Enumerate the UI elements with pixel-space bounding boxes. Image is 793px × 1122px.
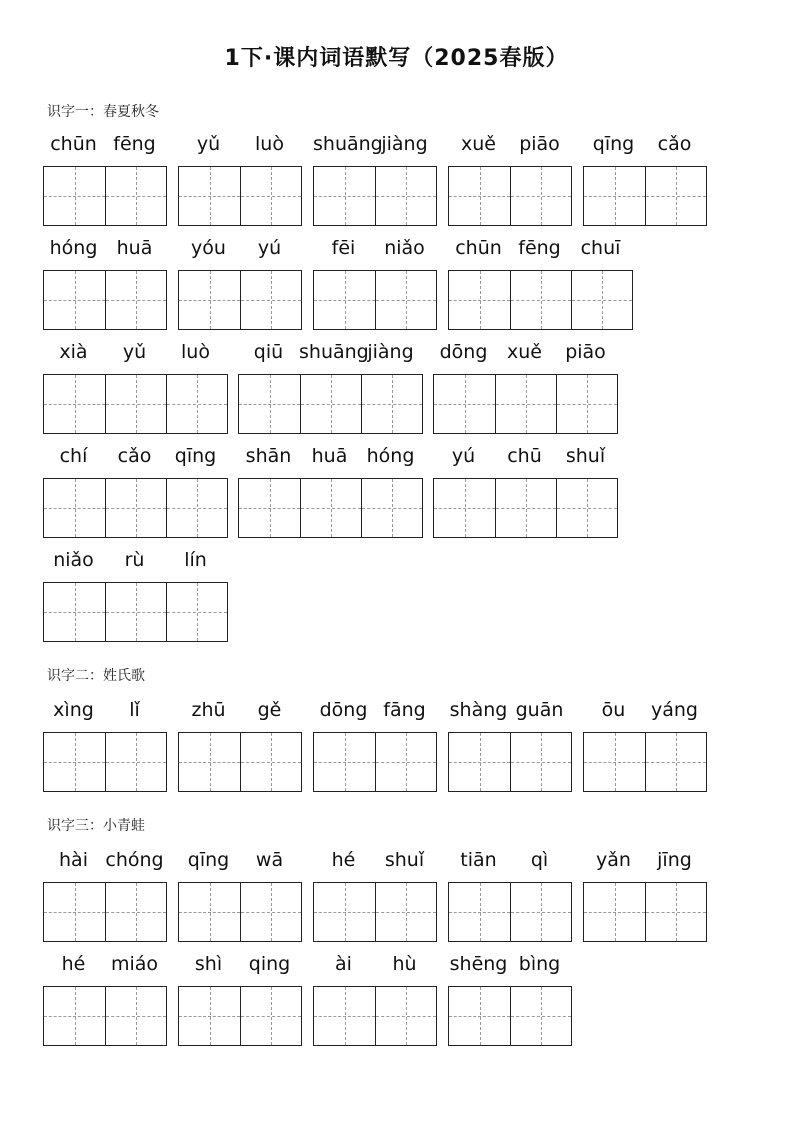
pinyin-label: huā bbox=[311, 445, 348, 467]
writing-cell[interactable] bbox=[375, 167, 436, 225]
pinyin-label: fāng bbox=[383, 699, 426, 721]
pinyin-label: qì bbox=[530, 849, 549, 871]
tianzige-grid bbox=[433, 478, 618, 538]
writing-cell[interactable] bbox=[166, 583, 227, 641]
tianzige-grid bbox=[448, 986, 572, 1046]
writing-cell[interactable] bbox=[44, 271, 105, 329]
tianzige-grid bbox=[583, 882, 707, 942]
word-item bbox=[583, 698, 705, 793]
writing-cell[interactable] bbox=[105, 583, 166, 641]
pinyin-label: cǎo bbox=[657, 133, 692, 155]
pinyin-label: zhū bbox=[191, 699, 226, 721]
word-item bbox=[448, 952, 570, 1047]
pinyin-label: yáng bbox=[651, 699, 698, 721]
pinyin-label: shuāng bbox=[313, 133, 383, 155]
writing-cell[interactable] bbox=[314, 987, 375, 1045]
pinyin-label: hóng bbox=[49, 237, 98, 259]
word-item bbox=[448, 848, 570, 943]
pinyin-label: dōng bbox=[319, 699, 368, 721]
writing-cell[interactable] bbox=[44, 375, 105, 433]
writing-cell[interactable] bbox=[510, 733, 571, 791]
pinyin-label: fēi bbox=[331, 237, 356, 259]
pinyin-label: qiū bbox=[253, 341, 284, 363]
word-item bbox=[448, 132, 570, 227]
writing-cell[interactable] bbox=[434, 479, 495, 537]
word-item bbox=[238, 444, 421, 539]
writing-cell[interactable] bbox=[584, 883, 645, 941]
pinyin-label: yú bbox=[451, 445, 476, 467]
pinyin-label: yǔ bbox=[196, 133, 221, 155]
pinyin-label: qīng bbox=[592, 133, 635, 155]
tianzige-grid bbox=[313, 166, 437, 226]
word-item bbox=[43, 848, 165, 943]
tianzige-grid bbox=[43, 478, 228, 538]
writing-cell[interactable] bbox=[314, 883, 375, 941]
tianzige-grid bbox=[448, 166, 572, 226]
tianzige-grid bbox=[43, 986, 167, 1046]
writing-cell[interactable] bbox=[645, 167, 706, 225]
pinyin-label: chí bbox=[59, 445, 88, 467]
word-item bbox=[433, 340, 616, 435]
word-item bbox=[313, 848, 435, 943]
pinyin-label: chuī bbox=[580, 237, 621, 259]
pinyin-label: luò bbox=[255, 133, 284, 155]
pinyin-label: shuāng bbox=[299, 341, 369, 363]
tianzige-grid bbox=[178, 166, 302, 226]
writing-cell[interactable] bbox=[166, 479, 227, 537]
word-item bbox=[448, 236, 631, 331]
word-item bbox=[43, 132, 165, 227]
word-item bbox=[43, 236, 165, 331]
writing-cell[interactable] bbox=[375, 987, 436, 1045]
word-item bbox=[313, 952, 435, 1047]
pinyin-label: shàng bbox=[449, 699, 508, 721]
pinyin-label: chūn bbox=[50, 133, 97, 155]
word-item bbox=[448, 698, 570, 793]
pinyin-label: chū bbox=[507, 445, 542, 467]
pinyin-label: dōng bbox=[439, 341, 488, 363]
writing-cell[interactable] bbox=[434, 375, 495, 433]
pinyin-label: piāo bbox=[565, 341, 606, 363]
writing-cell[interactable] bbox=[510, 883, 571, 941]
pinyin-label: qing bbox=[248, 953, 291, 975]
tianzige-grid bbox=[238, 374, 423, 434]
section-title: 识字三：小青蛙 bbox=[47, 818, 145, 834]
pinyin-label: shì bbox=[194, 953, 223, 975]
pinyin-label: ōu bbox=[601, 699, 626, 721]
pinyin-label: shēng bbox=[449, 953, 508, 975]
writing-cell[interactable] bbox=[179, 271, 240, 329]
pinyin-label: bìng bbox=[518, 953, 561, 975]
writing-cell[interactable] bbox=[510, 271, 571, 329]
word-item bbox=[313, 236, 435, 331]
writing-cell[interactable] bbox=[449, 883, 510, 941]
writing-cell[interactable] bbox=[105, 375, 166, 433]
pinyin-label: hóng bbox=[366, 445, 415, 467]
writing-cell[interactable] bbox=[449, 167, 510, 225]
writing-cell[interactable] bbox=[645, 883, 706, 941]
writing-cell[interactable] bbox=[44, 883, 105, 941]
pinyin-label: ài bbox=[335, 953, 352, 975]
writing-cell[interactable] bbox=[556, 479, 617, 537]
writing-cell[interactable] bbox=[239, 375, 300, 433]
pinyin-label: yóu bbox=[191, 237, 226, 259]
pinyin-label: xìng bbox=[53, 699, 94, 721]
pinyin-label: fēng bbox=[518, 237, 561, 259]
word-item bbox=[178, 236, 300, 331]
writing-cell[interactable] bbox=[239, 479, 300, 537]
tianzige-grid bbox=[313, 882, 437, 942]
pinyin-label: wā bbox=[255, 849, 284, 871]
pinyin-label: jiàng bbox=[367, 341, 414, 363]
pinyin-label: yǎn bbox=[596, 849, 631, 871]
writing-cell[interactable] bbox=[105, 883, 166, 941]
writing-cell[interactable] bbox=[105, 733, 166, 791]
word-item bbox=[178, 132, 300, 227]
writing-cell[interactable] bbox=[584, 167, 645, 225]
pinyin-label: luò bbox=[181, 341, 210, 363]
pinyin-label: qīng bbox=[187, 849, 230, 871]
tianzige-grid bbox=[433, 374, 618, 434]
writing-cell[interactable] bbox=[44, 733, 105, 791]
tianzige-grid bbox=[238, 478, 423, 538]
pinyin-label: hù bbox=[392, 953, 417, 975]
tianzige-grid bbox=[43, 732, 167, 792]
pinyin-label: hé bbox=[61, 953, 86, 975]
word-item bbox=[433, 444, 616, 539]
writing-cell[interactable] bbox=[240, 987, 301, 1045]
writing-cell[interactable] bbox=[44, 583, 105, 641]
writing-cell[interactable] bbox=[44, 479, 105, 537]
pinyin-label: xià bbox=[59, 341, 88, 363]
pinyin-label: chóng bbox=[105, 849, 164, 871]
pinyin-label: cǎo bbox=[117, 445, 152, 467]
writing-cell[interactable] bbox=[375, 271, 436, 329]
writing-cell[interactable] bbox=[571, 271, 632, 329]
tianzige-grid bbox=[178, 986, 302, 1046]
pinyin-label: yǔ bbox=[122, 341, 147, 363]
tianzige-grid bbox=[313, 986, 437, 1046]
tianzige-grid bbox=[43, 374, 228, 434]
tianzige-grid bbox=[43, 270, 167, 330]
writing-cell[interactable] bbox=[105, 479, 166, 537]
tianzige-grid bbox=[43, 882, 167, 942]
writing-cell[interactable] bbox=[556, 375, 617, 433]
tianzige-grid bbox=[43, 166, 167, 226]
pinyin-label: shuǐ bbox=[384, 849, 425, 871]
writing-cell[interactable] bbox=[314, 271, 375, 329]
pinyin-label: niǎo bbox=[53, 549, 94, 571]
word-item bbox=[583, 848, 705, 943]
pinyin-label: lín bbox=[184, 549, 207, 571]
pinyin-label: rù bbox=[124, 549, 145, 571]
writing-cell[interactable] bbox=[300, 375, 361, 433]
pinyin-label: lǐ bbox=[129, 699, 140, 721]
writing-cell[interactable] bbox=[361, 479, 422, 537]
writing-cell[interactable] bbox=[510, 987, 571, 1045]
writing-cell[interactable] bbox=[240, 883, 301, 941]
writing-cell[interactable] bbox=[166, 375, 227, 433]
writing-cell[interactable] bbox=[375, 883, 436, 941]
pinyin-label: fēng bbox=[113, 133, 156, 155]
writing-cell[interactable] bbox=[44, 987, 105, 1045]
writing-cell[interactable] bbox=[179, 883, 240, 941]
writing-cell[interactable] bbox=[240, 271, 301, 329]
word-item bbox=[43, 698, 165, 793]
tianzige-grid bbox=[583, 732, 707, 792]
writing-cell[interactable] bbox=[510, 167, 571, 225]
writing-cell[interactable] bbox=[584, 733, 645, 791]
writing-cell[interactable] bbox=[495, 375, 556, 433]
word-item bbox=[178, 698, 300, 793]
word-item bbox=[43, 548, 226, 643]
writing-cell[interactable] bbox=[179, 733, 240, 791]
pinyin-label: guān bbox=[515, 699, 564, 721]
pinyin-label: yú bbox=[257, 237, 282, 259]
tianzige-grid bbox=[178, 732, 302, 792]
pinyin-label: niǎo bbox=[384, 237, 425, 259]
pinyin-label: piāo bbox=[519, 133, 560, 155]
writing-cell[interactable] bbox=[240, 167, 301, 225]
writing-cell[interactable] bbox=[105, 271, 166, 329]
tianzige-grid bbox=[313, 732, 437, 792]
writing-cell[interactable] bbox=[179, 167, 240, 225]
pinyin-label: miáo bbox=[110, 953, 159, 975]
pinyin-label: tiān bbox=[460, 849, 497, 871]
writing-cell[interactable] bbox=[449, 987, 510, 1045]
writing-cell[interactable] bbox=[44, 167, 105, 225]
word-item bbox=[43, 444, 226, 539]
word-item bbox=[313, 132, 435, 227]
section-title: 识字一：春夏秋冬 bbox=[47, 104, 159, 120]
pinyin-label: hài bbox=[59, 849, 88, 871]
word-item bbox=[43, 340, 226, 435]
tianzige-grid bbox=[448, 882, 572, 942]
writing-cell[interactable] bbox=[240, 733, 301, 791]
tianzige-grid bbox=[313, 270, 437, 330]
writing-cell[interactable] bbox=[314, 167, 375, 225]
pinyin-label: jiàng bbox=[381, 133, 428, 155]
writing-cell[interactable] bbox=[105, 987, 166, 1045]
word-item bbox=[178, 952, 300, 1047]
pinyin-label: jīng bbox=[657, 849, 692, 871]
word-item bbox=[178, 848, 300, 943]
writing-cell[interactable] bbox=[449, 271, 510, 329]
pinyin-label: xuě bbox=[507, 341, 542, 363]
writing-cell[interactable] bbox=[375, 733, 436, 791]
writing-cell[interactable] bbox=[314, 733, 375, 791]
pinyin-label: chūn bbox=[455, 237, 502, 259]
tianzige-grid bbox=[178, 270, 302, 330]
pinyin-label: qīng bbox=[174, 445, 217, 467]
writing-cell[interactable] bbox=[179, 987, 240, 1045]
section-title: 识字二：姓氏歌 bbox=[47, 668, 145, 684]
writing-cell[interactable] bbox=[449, 733, 510, 791]
word-item bbox=[313, 698, 435, 793]
pinyin-label: gě bbox=[257, 699, 282, 721]
word-item bbox=[583, 132, 705, 227]
pinyin-label: shān bbox=[245, 445, 292, 467]
writing-cell[interactable] bbox=[495, 479, 556, 537]
word-item bbox=[238, 340, 421, 435]
writing-cell[interactable] bbox=[361, 375, 422, 433]
tianzige-grid bbox=[448, 732, 572, 792]
pinyin-label: shuǐ bbox=[565, 445, 606, 467]
tianzige-grid bbox=[583, 166, 707, 226]
writing-cell[interactable] bbox=[105, 167, 166, 225]
page-title: 1下·课内词语默写（2025春版） bbox=[224, 46, 569, 71]
pinyin-label: hé bbox=[331, 849, 356, 871]
pinyin-label: huā bbox=[116, 237, 153, 259]
pinyin-label: xuě bbox=[461, 133, 496, 155]
tianzige-grid bbox=[43, 582, 228, 642]
writing-cell[interactable] bbox=[645, 733, 706, 791]
word-item bbox=[43, 952, 165, 1047]
tianzige-grid bbox=[448, 270, 633, 330]
writing-cell[interactable] bbox=[300, 479, 361, 537]
tianzige-grid bbox=[178, 882, 302, 942]
